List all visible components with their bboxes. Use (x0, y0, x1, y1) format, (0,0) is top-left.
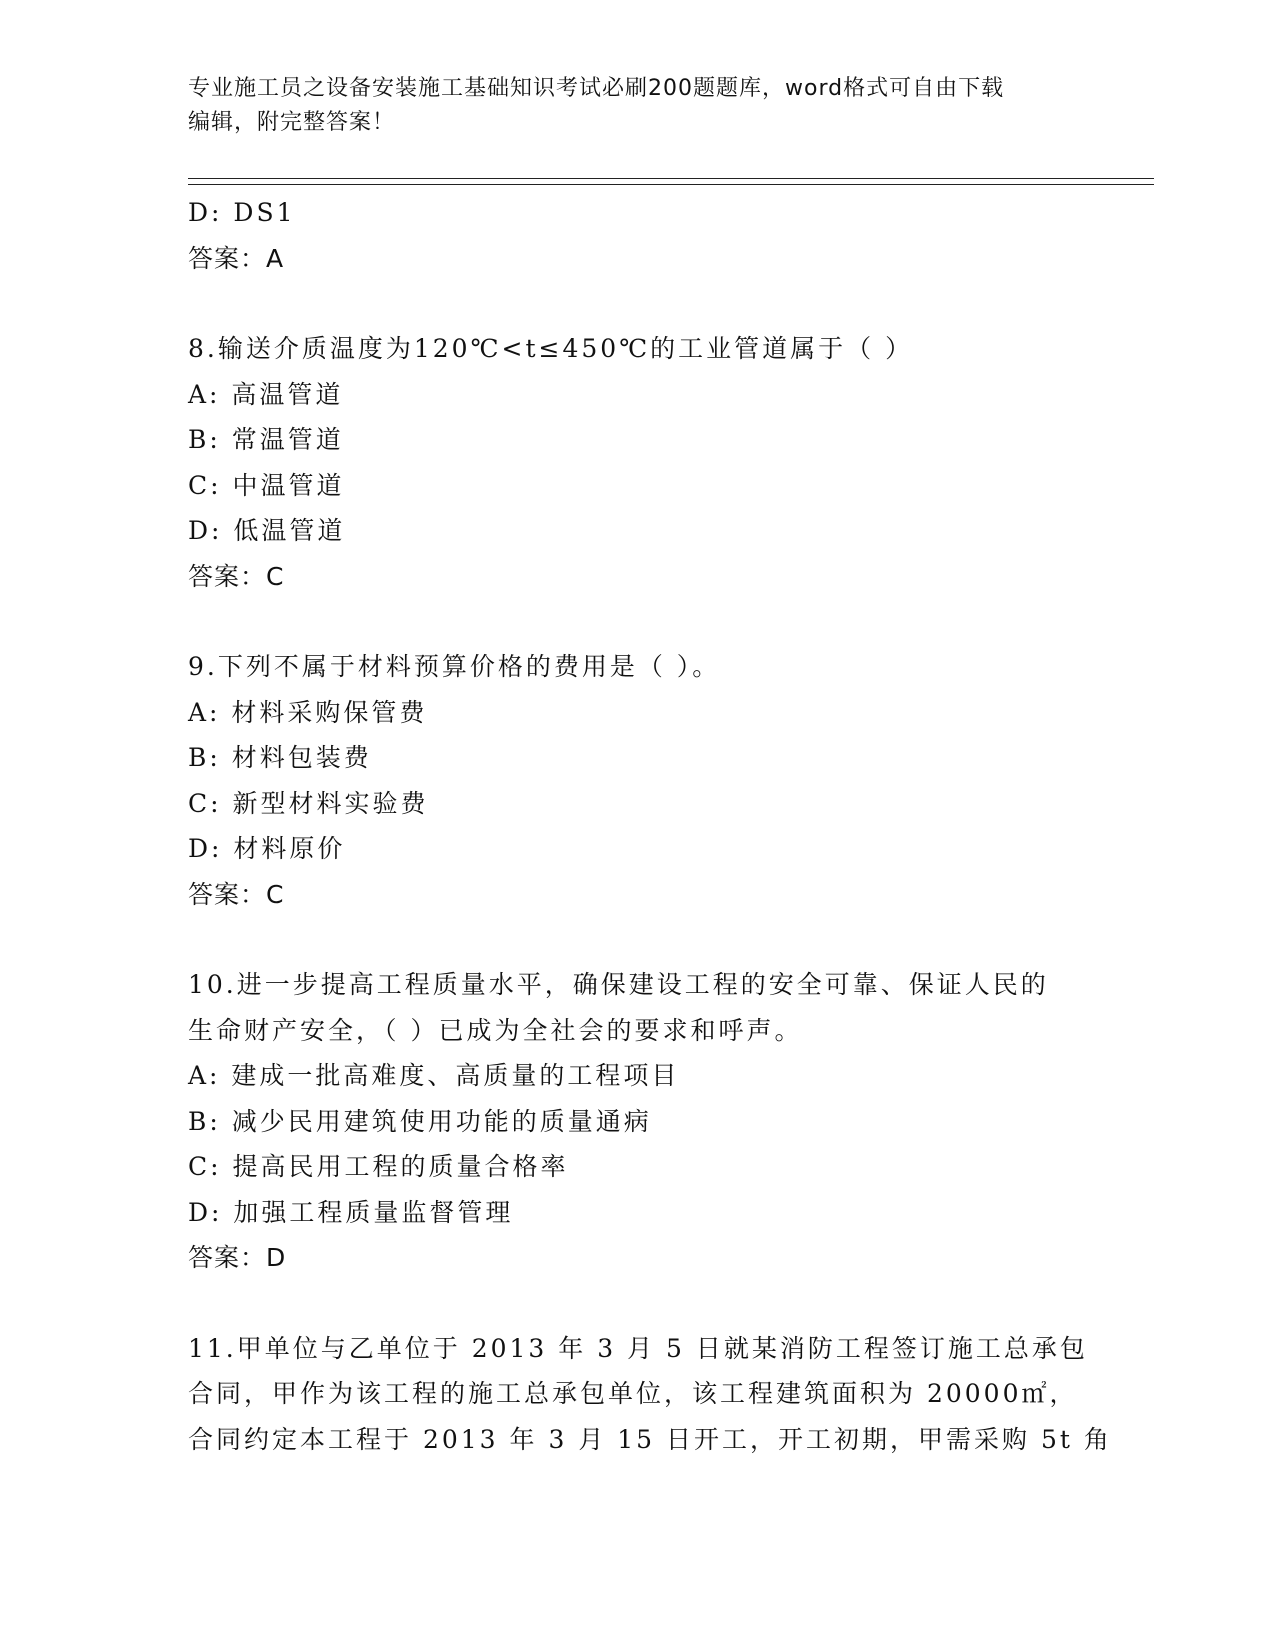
question-content (188, 190, 1112, 1462)
option-d: D: DS1 (188, 198, 296, 227)
option-b: B: 常温管道 (188, 425, 344, 454)
question-8 (188, 326, 1108, 599)
option-c: C: 新型材料实验费 (188, 788, 429, 818)
answer-line: 答案：D (188, 1243, 287, 1272)
header-line-2: 编辑，附完整答案！ (188, 110, 396, 135)
option-d: D: 加强工程质量监督管理 (188, 1197, 514, 1227)
question-10 (188, 962, 1108, 1281)
option-c: C: 提高民用工程的质量合格率 (188, 1152, 569, 1181)
question-stem-line-2: 合同，甲作为该工程的施工总承包单位，该工程建筑面积为 20000㎡， (188, 1379, 1078, 1408)
answer-line: 答案：C (188, 879, 285, 909)
header-line-1: 专业施工员之设备安装施工基础知识考试必刷200题题库，word格式可自由下载 (188, 76, 1005, 101)
question-stem-line-3: 合同约定本工程于 2013 年 3 月 15 日开工，开工初期，甲需采购 5t 角 (188, 1424, 1112, 1454)
option-a: A: 材料采购保管费 (188, 697, 428, 727)
question-9 (188, 644, 1108, 917)
option-b: B: 材料包装费 (188, 743, 372, 772)
option-a: A: 建成一批高难度、高质量的工程项目 (188, 1061, 680, 1090)
question-11 (188, 1326, 1112, 1463)
question-stem: 8.输送介质温度为120℃<t≤450℃的工业管道属于（ ） (188, 334, 914, 363)
question-stem: 9.下列不属于材料预算价格的费用是（ ）。 (188, 652, 721, 681)
question-stem-line-1: 10.进一步提高工程质量水平，确保建设工程的安全可靠、保证人民的 (188, 970, 1049, 999)
document-header (188, 72, 1088, 140)
option-d: D: 材料原价 (188, 834, 346, 863)
option-d: D: 低温管道 (188, 516, 346, 545)
option-b: B: 减少民用建筑使用功能的质量通病 (188, 1106, 652, 1136)
option-c: C: 中温管道 (188, 470, 345, 500)
answer-line: 答案：A (188, 243, 285, 273)
option-a: A: 高温管道 (188, 379, 344, 409)
question-stem-line-1: 11.甲单位与乙单位于 2013 年 3 月 5 日就某消防工程签订施工总承包 (188, 1333, 1088, 1363)
header-divider-bottom (188, 184, 1154, 185)
question-stem-line-2: 生命财产安全，（ ）已成为全社会的要求和呼声。 (188, 1015, 803, 1045)
header-divider-top (188, 178, 1154, 179)
answer-line: 答案：C (188, 561, 285, 591)
previous-question-tail (188, 190, 1108, 281)
